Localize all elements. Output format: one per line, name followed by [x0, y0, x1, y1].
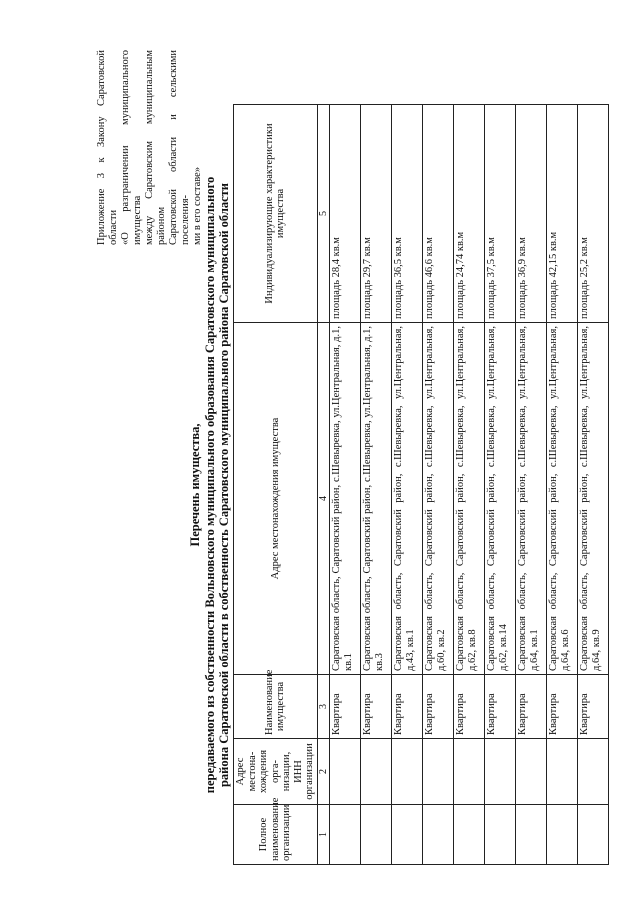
table-header-row — [234, 105, 318, 865]
column-number: 1 — [317, 805, 330, 865]
property-table — [233, 104, 609, 865]
cell-property-address: Саратовская область, Саратовский район, с.Шевыревка, ул.Центральная, д.62, кв.8 — [454, 323, 485, 675]
table-row — [330, 105, 361, 865]
title-line-2: передаваемого из собственности Вольновского муниципального образования Саратовского муниципального — [202, 176, 217, 794]
cell-org-name — [547, 805, 578, 865]
header-property-name: Наименование имущества — [234, 675, 318, 739]
cell-property-type: Квартира — [454, 675, 485, 739]
cell-org-address — [547, 739, 578, 805]
cell-characteristics: площадь 25,2 кв.м — [578, 105, 609, 323]
cell-org-name — [485, 805, 516, 865]
header-org-name: Полное наименование организации — [234, 805, 318, 865]
cell-property-address: Саратовская область, Саратовский район, с.Шевыревка, ул.Центральная, д.43, кв.1 — [392, 323, 423, 675]
appendix-line: между Саратовским муниципальным районом — [144, 50, 167, 245]
cell-property-type: Квартира — [485, 675, 516, 739]
table-row — [578, 105, 609, 865]
column-number: 2 — [317, 739, 330, 805]
table-row — [485, 105, 516, 865]
cell-org-name — [361, 805, 392, 865]
cell-property-type: Квартира — [392, 675, 423, 739]
table-number-row — [317, 105, 330, 865]
table-row — [516, 105, 547, 865]
cell-characteristics: площадь 42,15 кв.м — [547, 105, 578, 323]
cell-property-type: Квартира — [423, 675, 454, 739]
cell-characteristics: площадь 28,4 кв.м — [330, 105, 361, 323]
cell-org-address — [330, 739, 361, 805]
cell-characteristics: площадь 24,74 кв.м — [454, 105, 485, 323]
table-row — [454, 105, 485, 865]
cell-org-name — [578, 805, 609, 865]
cell-org-address — [485, 739, 516, 805]
cell-org-address — [578, 739, 609, 805]
cell-property-address: Саратовская область, Саратовский район, с.Шевыревка, ул.Центральная, д.64, кв.6 — [547, 323, 578, 675]
cell-characteristics: площадь 46,6 кв.м — [423, 105, 454, 323]
cell-org-address — [423, 739, 454, 805]
cell-characteristics: площадь 36,9 кв.м — [516, 105, 547, 323]
cell-property-type: Квартира — [361, 675, 392, 739]
appendix-line: Саратовской области и сельскими поселения- — [168, 50, 191, 245]
title-line-1: Перечень имущества, — [188, 423, 202, 547]
cell-org-address — [454, 739, 485, 805]
header-org-address: Адрес местона-хождения орга-низации, ИНН организации — [234, 739, 318, 805]
cell-property-address: Саратовская область, Саратовский район, с.Шевыревка, ул.Центральная, д.1, кв.1 — [330, 323, 361, 675]
appendix-line: «О разграничении муниципального имущества — [120, 50, 143, 245]
table-row — [547, 105, 578, 865]
cell-property-type: Квартира — [547, 675, 578, 739]
table-row — [423, 105, 454, 865]
cell-org-address — [516, 739, 547, 805]
cell-property-type: Квартира — [330, 675, 361, 739]
cell-org-name — [330, 805, 361, 865]
table-row — [361, 105, 392, 865]
header-characteristics: Индивидуализирующие характеристики имущества — [234, 105, 318, 323]
column-number: 5 — [317, 105, 330, 323]
header-property-address: Адрес местонахождения имущества — [234, 323, 318, 675]
cell-property-address: Саратовская область, Саратовский район, с.Шевыревка, ул.Центральная, д.1, кв.3 — [361, 323, 392, 675]
table-row — [392, 105, 423, 865]
cell-property-address: Саратовская область, Саратовский район, с.Шевыревка, ул.Центральная, д.60, кв.2 — [423, 323, 454, 675]
cell-characteristics: площадь 37,5 кв.м — [485, 105, 516, 323]
appendix-line: ми в его составе» — [192, 166, 203, 245]
cell-org-name — [392, 805, 423, 865]
column-number: 3 — [317, 675, 330, 739]
title-line-3: района Саратовской области в собственность Саратовского муниципального района Саратовской области — [217, 182, 231, 788]
cell-org-name — [454, 805, 485, 865]
cell-characteristics: площадь 29,7 кв.м — [361, 105, 392, 323]
cell-org-name — [516, 805, 547, 865]
cell-property-address: Саратовская область, Саратовский район, с.Шевыревка, ул.Центральная, д.62, кв.14 — [485, 323, 516, 675]
cell-characteristics: площадь 36,5 кв.м — [392, 105, 423, 323]
column-number: 4 — [317, 323, 330, 675]
cell-property-type: Квартира — [516, 675, 547, 739]
cell-property-type: Квартира — [578, 675, 609, 739]
document-title — [188, 105, 232, 865]
cell-property-address: Саратовская область, Саратовский район, с.Шевыревка, ул.Центральная, д.64, кв.9 — [578, 323, 609, 675]
cell-property-address: Саратовская область, Саратовский район, с.Шевыревка, ул.Центральная, д.64, кв.1 — [516, 323, 547, 675]
appendix-line: Приложение 3 к Закону Саратовской области — [96, 50, 119, 245]
cell-org-name — [423, 805, 454, 865]
cell-org-address — [361, 739, 392, 805]
cell-org-address — [392, 739, 423, 805]
